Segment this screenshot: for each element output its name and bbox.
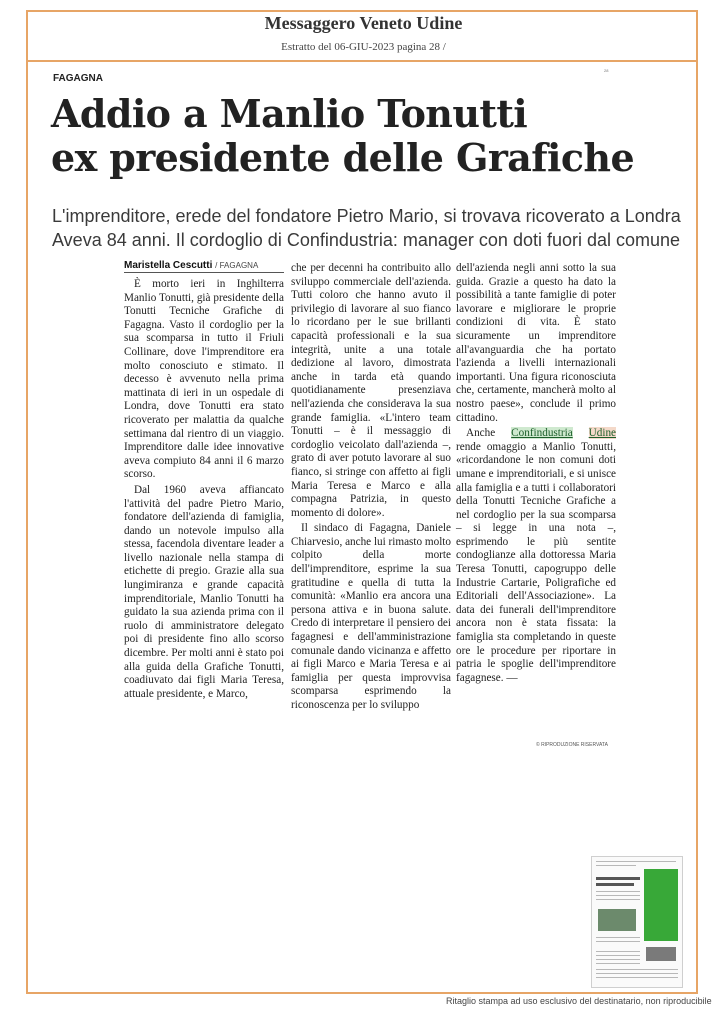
paragraph-rest: rende omaggio a Manlio Tonutti, «ricordandone le non comuni doti umane e imprenditoriali, e si unisce alla famiglia e a tutti i collaboratori della Tonutti Tecniche Grafiche a nel cordoglio per la sua scomparsa – si legge in una nota –, esprimendo le più sentite condoglianze alla dottoressa Maria Teresa Tonutti, capogruppo delle Industrie Cartarie, Poligrafiche ed Editoriali dell'Associazione». La data dei funerali dell'imprenditore ancora non è stata fissata: la famiglia sta completando in queste ore le procedure per riportare in patria le spoglie dell'imprenditore fagagnese. —: [456, 440, 616, 684]
footer-disclaimer: Ritaglio stampa ad uso esclusivo del destinatario, non riproducibile: [446, 996, 712, 1006]
paragraph: Il sindaco di Fagagna, Daniele Chiarvesio, anche lui rimasto molto colpito della morte dell'imprenditore, esprime la sua gratitudine e quella di tutta la comunità: «Manlio era ancora una persona attiva e in buona salute. Credo di interpretare il pensiero dei fagagnesi e dell'amministrazione comunale dando vicinanza e affetto ai figli Marco e Maria Teresa e ai famiglia per questa improvvisa scomparsa esprimendo la riconoscenza per lo sviluppo: [291, 522, 452, 711]
highlight-udine: Udine: [588, 427, 617, 440]
headline-line-1: Addio a Manlio Tonutti: [51, 91, 528, 136]
paragraph-start: Anche: [466, 427, 512, 440]
headline: [51, 92, 691, 180]
extract-info: Estratto del 06-GIU-2023 pagina 28 /: [281, 41, 446, 53]
subtitle: [52, 204, 702, 252]
section-label: FAGAGNA: [53, 73, 103, 84]
page-thumbnail: [591, 856, 683, 988]
paragraph: che per decenni ha contribuito allo sviluppo commerciale dell'azienda. Tutti coloro che hanno avuto il privilegio di lavorare al suo fianco lo ricordano per le sue brillanti capacità professionali e la sua integrità, unite a una totale dedizione al lavoro, dimostrata anche in tarda età quando quotidianamente presenziava nell'azienda che considerava la sua grande famiglia. «L'intero team Tonutti – è il messaggio di cordoglio veicolato dall'azienda –, grato di aver potuto lavorare al suo fianco, si stringe con affetto ai figli Maria Teresa e Marco e alla compagna Patrizia, in questo momento di dolore».: [291, 262, 451, 519]
paragraph: [456, 427, 616, 685]
copyright-notice: © RIPRODUZIONE RISERVATA: [536, 742, 608, 748]
article-column-2: [291, 262, 451, 713]
byline-location: / FAGAGNA: [215, 261, 259, 270]
byline: [124, 260, 284, 273]
publication-name: Messaggero Veneto Udine: [264, 13, 463, 33]
header-divider: [26, 60, 698, 62]
article-column-3: [456, 262, 616, 685]
page-mark: 28: [604, 68, 609, 73]
byline-author: Maristella Cescutti: [124, 260, 213, 271]
highlight-confindustria: Confindustria: [511, 427, 573, 440]
paragraph: dell'azienda negli anni sotto la sua guida. Grazie a questo ha dato la possibilità a tante famiglie di poter lavorare e migliorare le proprie condizioni di vita. È stato sicuramente un imprenditore all'avanguardia che ha portato l'azienda a livelli internazionali importanti. Una figura riconosciuta che, certamente, mancherà molto al nostro paese», conclude il primo cittadino.: [456, 262, 616, 424]
paragraph: È morto ieri in Inghilterra Manlio Tonutti, già presidente della Tonutti Tecniche Grafiche di Fagagna. Vasto il cordoglio per la sua scomparsa in tutto il Friuli Collinare, dove l'imprenditore era molto conosciuto e stimato. Il decesso è avvenuto nella prima mattinata di ieri in un ospedale di Londra, dove Tonutti era stato ricoverato per malattia da qualche settimana dal rientro di un viaggio. Imprenditore dalle idee innovative aveva compiuto 84 anni il 6 marzo scorso.: [124, 278, 284, 481]
subtitle-line-2: Aveva 84 anni. Il cordoglio di Confindustria: manager con doti fuori dal comune: [52, 230, 681, 250]
subtitle-line-1: L'imprenditore, erede del fondatore Pietro Mario, si trovava ricoverato a Londra: [52, 206, 681, 226]
article-column-1: [124, 278, 284, 701]
paragraph: Dal 1960 aveva affiancato l'attività del padre Pietro Mario, fondatore dell'azienda di famiglia, dando un notevole impulso alla stessa, facendola diventare leader a livello nazionale nella stampa di etichette di pregio. Grazie alla sua lungimiranza e grande capacità imprenditoriale, Manlio Tonutti ha guidato la sua azienda prima con il ruolo di amministratore delegato poi di presidente fino allo scorso dicembre. Per molti anni è stato poi alla guida della Grafiche Tonutti, coadiuvato dai figli Maria Teresa, attuale presidente, e Marco,: [124, 483, 284, 700]
headline-line-2: ex presidente delle Grafiche: [51, 135, 635, 180]
